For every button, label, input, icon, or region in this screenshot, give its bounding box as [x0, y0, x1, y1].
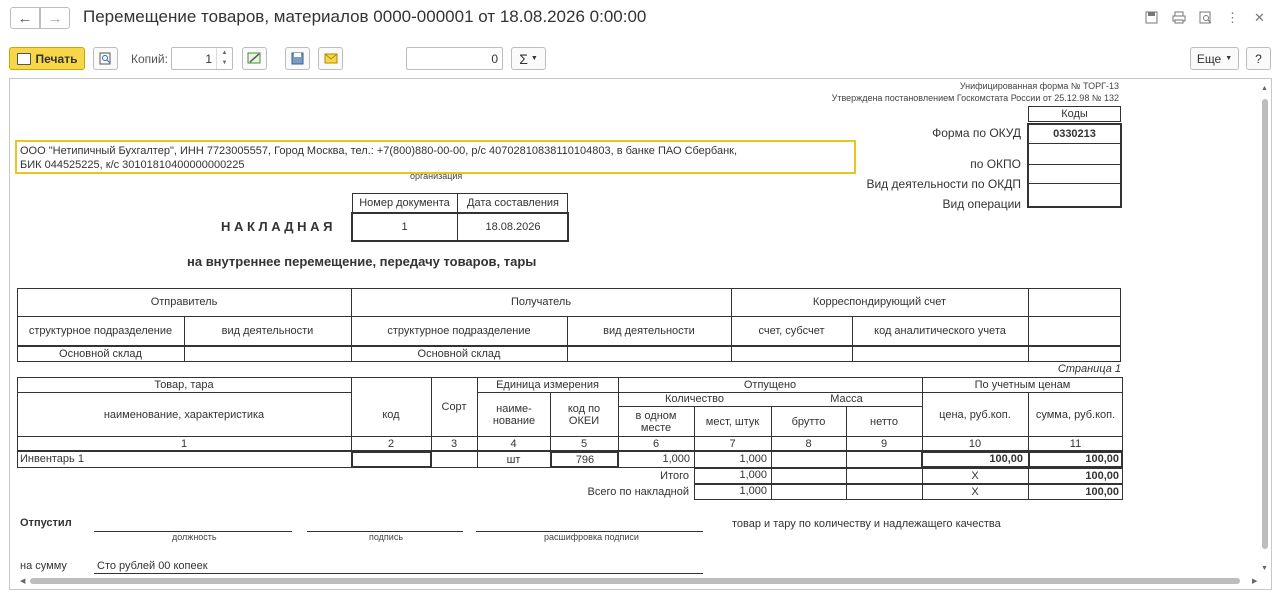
sender-struct-unit-header: структурное подразделение	[28, 324, 173, 337]
scroll-right-icon[interactable]: ▶	[1252, 578, 1258, 585]
sender-activity-header: вид деятельности	[221, 324, 314, 337]
okud-label: Форма по ОКУД	[932, 126, 1021, 140]
unified-form-label: Унифицированная форма № ТОРГ-13	[959, 81, 1119, 91]
row-okei: 796	[575, 453, 595, 466]
copies-label: Копий:	[131, 52, 168, 66]
forward-arrow-icon[interactable]: →	[40, 7, 70, 29]
doc-date-header: Дата составления	[467, 197, 559, 209]
row-name: Инвентарь 1	[20, 453, 84, 465]
magnifier-icon	[99, 52, 112, 65]
more-button[interactable]	[1190, 47, 1239, 70]
sender-unit: Основной склад	[59, 348, 142, 360]
preview-button[interactable]	[93, 47, 118, 70]
operation-label: Вид операции	[942, 197, 1021, 211]
row-sum: 100,00	[1085, 453, 1119, 465]
col-number: 7	[729, 437, 736, 450]
title-bar	[0, 0, 1280, 36]
edit-table-icon	[247, 52, 262, 65]
chevron-down-icon: ▼	[530, 55, 538, 62]
h-okei: код по ОКЕИ	[567, 402, 601, 427]
horizontal-scroll-thumb[interactable]	[30, 578, 1240, 584]
doc-date: 18.08.2026	[485, 221, 541, 233]
okdp-label: Вид деятельности по ОКДП	[866, 177, 1021, 191]
toolbar	[0, 44, 1280, 74]
grand-sum: 100,00	[1085, 486, 1119, 498]
sender-header: Отправитель	[150, 296, 218, 308]
scroll-up-icon[interactable]: ▲	[1261, 85, 1268, 92]
window-title: Перемещение товаров, материалов 0000-000001 от 18.08.2026 0:00:00	[83, 7, 647, 26]
print-button[interactable]	[9, 47, 85, 70]
col-number: 8	[805, 437, 812, 450]
envelope-icon	[324, 53, 338, 64]
h-code: код	[382, 408, 400, 421]
page-label: Страница 1	[1057, 363, 1121, 375]
h-price: цена, руб.коп.	[939, 408, 1011, 421]
horizontal-scrollbar[interactable]	[20, 577, 1260, 585]
sigma-icon: Σ	[519, 50, 528, 67]
sum-field[interactable]	[406, 47, 503, 70]
document-subtitle: на внутреннее перемещение, передачу товаров, тары	[187, 254, 537, 269]
quality-text: товар и тару по количеству и надлежащего качества	[732, 518, 1001, 530]
back-arrow-icon[interactable]: ←	[10, 7, 40, 29]
approved-label: Утверждена постановлением Госкомстата России от 25.12.98 № 132	[831, 93, 1119, 103]
account-sub-header: счет, субсчет	[758, 324, 825, 337]
receiver-unit: Основной склад	[417, 348, 501, 360]
help-button[interactable]	[1246, 47, 1271, 70]
help-icon: ?	[1255, 51, 1262, 66]
col-number: 9	[880, 437, 888, 450]
h-net: нетто	[870, 415, 898, 428]
signature-caption: подпись	[369, 532, 404, 542]
col-number: 6	[652, 437, 660, 450]
h-sum: сумма, руб.коп.	[1035, 408, 1116, 421]
copies-input[interactable]	[171, 47, 233, 70]
sum-value: 0	[491, 52, 498, 66]
grand-label: Всего по накладной	[587, 486, 689, 498]
grand-price: X	[971, 486, 979, 498]
vertical-scrollbar[interactable]	[1261, 85, 1269, 575]
printer-icon[interactable]	[1170, 9, 1187, 26]
okud-value: 0330213	[1053, 128, 1096, 140]
total-sum: 100,00	[1085, 470, 1119, 482]
receiver-activity-header: вид деятельности	[603, 324, 695, 337]
receiver-header: Получатель	[510, 296, 572, 308]
grand-places: 1,000	[739, 485, 767, 497]
h-unit-name: наиме-нование	[492, 402, 536, 427]
row-unit: шт	[506, 453, 521, 466]
col-number: 2	[387, 437, 395, 450]
row-price: 100,00	[989, 453, 1023, 465]
h-goods: Товар, тара	[154, 378, 214, 391]
codes-header: Коды	[1061, 108, 1088, 120]
h-mass: Масса	[830, 393, 863, 405]
floppy-icon	[291, 52, 304, 65]
h-places: мест, штук	[705, 415, 760, 428]
save-button[interactable]	[285, 47, 310, 70]
preview-icon[interactable]	[1197, 9, 1214, 26]
h-name: наименование, характеристика	[103, 408, 265, 421]
sum-words: Сто рублей 00 копеек	[97, 560, 208, 572]
col-number: 10	[968, 437, 982, 450]
nakladnaya-title: Н А К Л А Д Н А Я	[221, 219, 333, 234]
corr-account-header: Корреспондирующий счет	[812, 296, 947, 308]
more-label: Еще	[1196, 51, 1222, 66]
scroll-left-icon[interactable]: ◀	[20, 578, 26, 585]
receiver-struct-unit-header: структурное подразделение	[387, 324, 531, 337]
copies-value: 1	[205, 52, 212, 66]
released-label: Отпустил	[20, 517, 72, 529]
row-one-place: 1,000	[662, 453, 690, 465]
sum-type-dropdown[interactable]	[511, 47, 546, 70]
col-number: 11	[1069, 437, 1082, 450]
org-line1: ООО "Нетипичный Бухгалтер", ИНН 7723005557, Город Москва, тел.: +7(800)880-00-00, р/с 40702810838110104803, в банке ПАО Сбербанк,	[20, 145, 738, 157]
col-number: 1	[180, 437, 188, 450]
col-number: 3	[450, 437, 458, 450]
print-label: Печать	[35, 51, 78, 66]
code-cell	[351, 451, 432, 468]
col-number: 5	[580, 437, 588, 450]
doc-number-header: Номер документа	[359, 197, 450, 209]
vertical-scroll-thumb[interactable]	[1262, 99, 1268, 549]
org-line2: БИК 044525225, к/с 30101810400000000225	[20, 159, 245, 171]
chevron-down-icon: ▼	[1225, 55, 1233, 62]
send-email-button[interactable]	[318, 47, 343, 70]
close-icon[interactable]: ✕	[1254, 9, 1265, 25]
total-label: Итого	[660, 470, 689, 482]
save-icon[interactable]	[1143, 9, 1160, 26]
h-accounting: По учетным ценам	[974, 378, 1071, 391]
h-one-place: в одном месте	[635, 409, 677, 434]
print-icon	[17, 53, 31, 65]
org-caption: организация	[410, 171, 463, 181]
h-qty: Количество	[664, 393, 725, 405]
sum-label: на сумму	[20, 560, 67, 572]
h-released: Отпущено	[743, 378, 797, 391]
copies-spinner[interactable]: ▲ ▼	[216, 48, 232, 69]
position-caption: должность	[172, 532, 217, 542]
doc-number: 1	[401, 221, 408, 233]
document-spreadsheet[interactable]	[9, 78, 1272, 590]
h-unit: Единица измерения	[496, 378, 599, 391]
col-number: 4	[510, 437, 517, 450]
h-sort: Сорт	[441, 400, 467, 413]
scroll-down-icon[interactable]: ▼	[1261, 565, 1268, 572]
analytic-code-header: код аналитического учета	[874, 324, 1006, 337]
h-gross: брутто	[791, 415, 826, 428]
decoding-caption: расшифровка подписи	[544, 532, 639, 542]
row-places: 1,000	[739, 453, 767, 465]
total-price: X	[971, 470, 979, 482]
edit-button[interactable]	[242, 47, 267, 70]
more-vertical-icon[interactable]: ⋮	[1226, 9, 1239, 25]
okpo-label: по ОКПО	[970, 157, 1021, 171]
total-places: 1,000	[739, 469, 767, 481]
